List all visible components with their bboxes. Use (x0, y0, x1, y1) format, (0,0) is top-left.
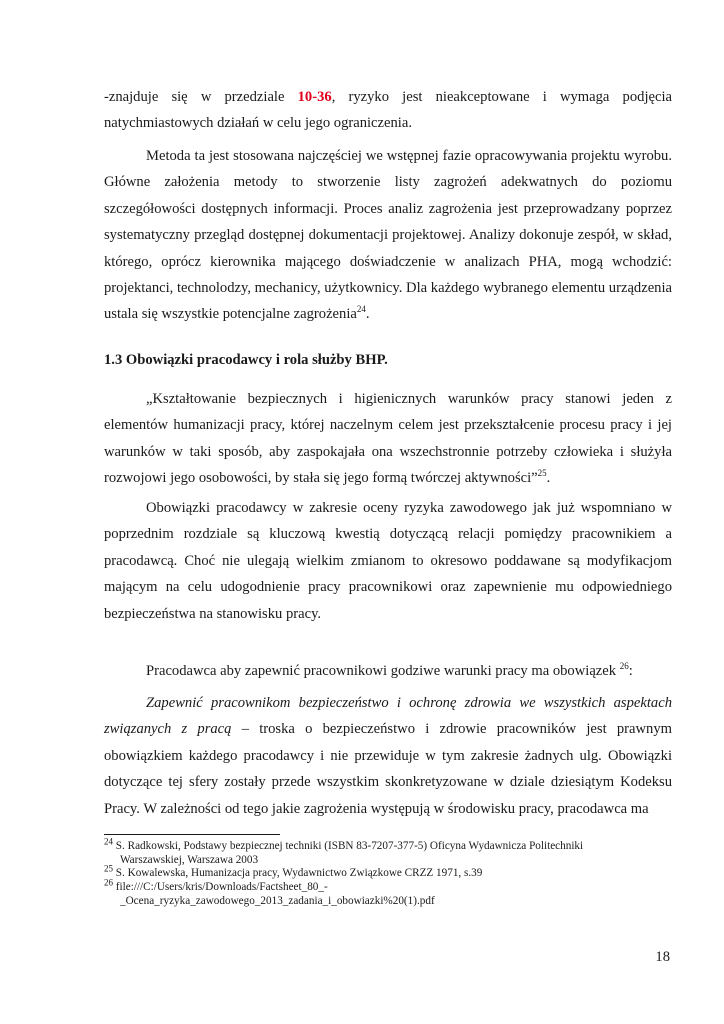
footnote-ref-26: 26 (619, 661, 629, 672)
paragraph-text: : (628, 663, 633, 679)
footnote-ref-25: 25 (537, 468, 547, 479)
footnote-number: 24 (104, 836, 113, 847)
paragraph-employer-duties: Obowiązki pracodawcy w zakresie oceny ryzyka zawodowego jak już wspomniano w poprzednim rozdziale są kluczową kwestią dotyczącą relacji pomiędzy pracownikiem a pracodawcą. Choć nie ulegają wielkim zmianom to okresowo poddawane są modyfikacjom mającym na celu udogodnienie pracy pracownikowi oraz zapewnienie mu odpowiedniego bezpieczeństwa na stanowisku pracy. (104, 500, 672, 622)
paragraph-text: „Kształtowanie bezpiecznych i higienicznych warunków pracy stanowi jeden z elementów humanizacji pracy, której naczelnym celem jest przekształcenie procesu pracy i jej warunków w taki sposób, aby zaspokajała ona wszechstronnie potrzeby człowieka i służyła rozwojowi jego osobowości, by stała się jego formą twórczej aktywności” (104, 391, 672, 487)
paragraph-text: , ryzyko jest nieakceptowane i wymaga podjęcia natychmiastowych działań w celu jego ograniczenia. (104, 89, 672, 132)
paragraph-text: Metoda ta jest stosowana najczęściej we wstępnej fazie opracowywania projektu wyrobu. Główne założenia metody to stworzenie listy zagrożeń adekwatnych do poziomu szczegółowości dostępnych informacji. Proces analiz zagrożenia jest przeprowadzany poprzez systematyczny przegląd dostępnej dokumentacji projektowej. Analizy dokonuje zespół, w skład, którego, oprócz kierownika mającego doświadczenie w analizach PHA, mogą wchodzić: projektanci, technolodzy, mechanicy, użytkownicy. Dla każdego wybranego elementu urządzenia ustala się wszystkie potencjalne zagrożenia (104, 148, 672, 323)
paragraph-quote (104, 386, 672, 492)
page-number: 18 (655, 949, 670, 965)
footnote-text: _Ocena_ryzyka_zawodowego_2013_zadania_i_obowiazki%20(1).pdf (120, 894, 435, 907)
footnote-24 (104, 836, 672, 867)
paragraph-method (104, 143, 672, 328)
footnote-number: 25 (104, 863, 113, 874)
paragraph-text: – troska o bezpieczeństwo i zdrowie pracowników jest prawnym obowiązkiem każdego pracodawcy i nie przewiduje w tym zakresie żadnych ulg. Obowiązki dotyczące tej sfery zostały przede wszystkim skonkretyzowane w dziale dziesiątym Kodeksu Pracy. W zależności od tego jakie zagrożenia występują w środowisku pracy, pracodawca ma (104, 721, 672, 817)
footnote-26 (104, 877, 672, 908)
section-heading: 1.3 Obowiązki pracodawcy i rola służby BHP. (104, 352, 388, 368)
paragraph-text: . (546, 470, 551, 487)
paragraph-employer-obligation (104, 658, 672, 684)
footnote-text: Warszawskiej, Warszawa 2003 (120, 853, 259, 866)
footnote-ref-24: 24 (356, 304, 366, 315)
paragraph-text: Pracodawca aby zapewnić pracownikowi godziwe warunki pracy ma obowiązek (146, 663, 620, 679)
paragraph-text: -znajduje się w przedziale (104, 89, 298, 105)
footnote-text: S. Radkowski, Podstawy bezpiecznej techniki (ISBN 83-7207-377-5) Oficyna Wydawnicza Politechniki (115, 840, 584, 852)
risk-range-highlight: 10-36 (297, 89, 332, 105)
footnote-number: 26 (104, 877, 113, 888)
footnote-text: file:///C:/Users/kris/Downloads/Factsheet_80_- (115, 881, 328, 893)
paragraph-safety (104, 690, 672, 822)
footnote-25 (104, 863, 672, 881)
footnote-text: S. Kowalewska, Humanizacja pracy, Wydawnictwo Związkowe CRZZ 1971, s.39 (115, 867, 483, 879)
paragraph-text: . (365, 306, 370, 323)
italic-phrase: Zapewnić pracownikom bezpieczeństwo i ochronę zdrowia we wszystkich aspektach związanych z pracą (104, 695, 672, 738)
footnote-divider (104, 834, 280, 835)
paragraph-risk-range (104, 84, 672, 137)
